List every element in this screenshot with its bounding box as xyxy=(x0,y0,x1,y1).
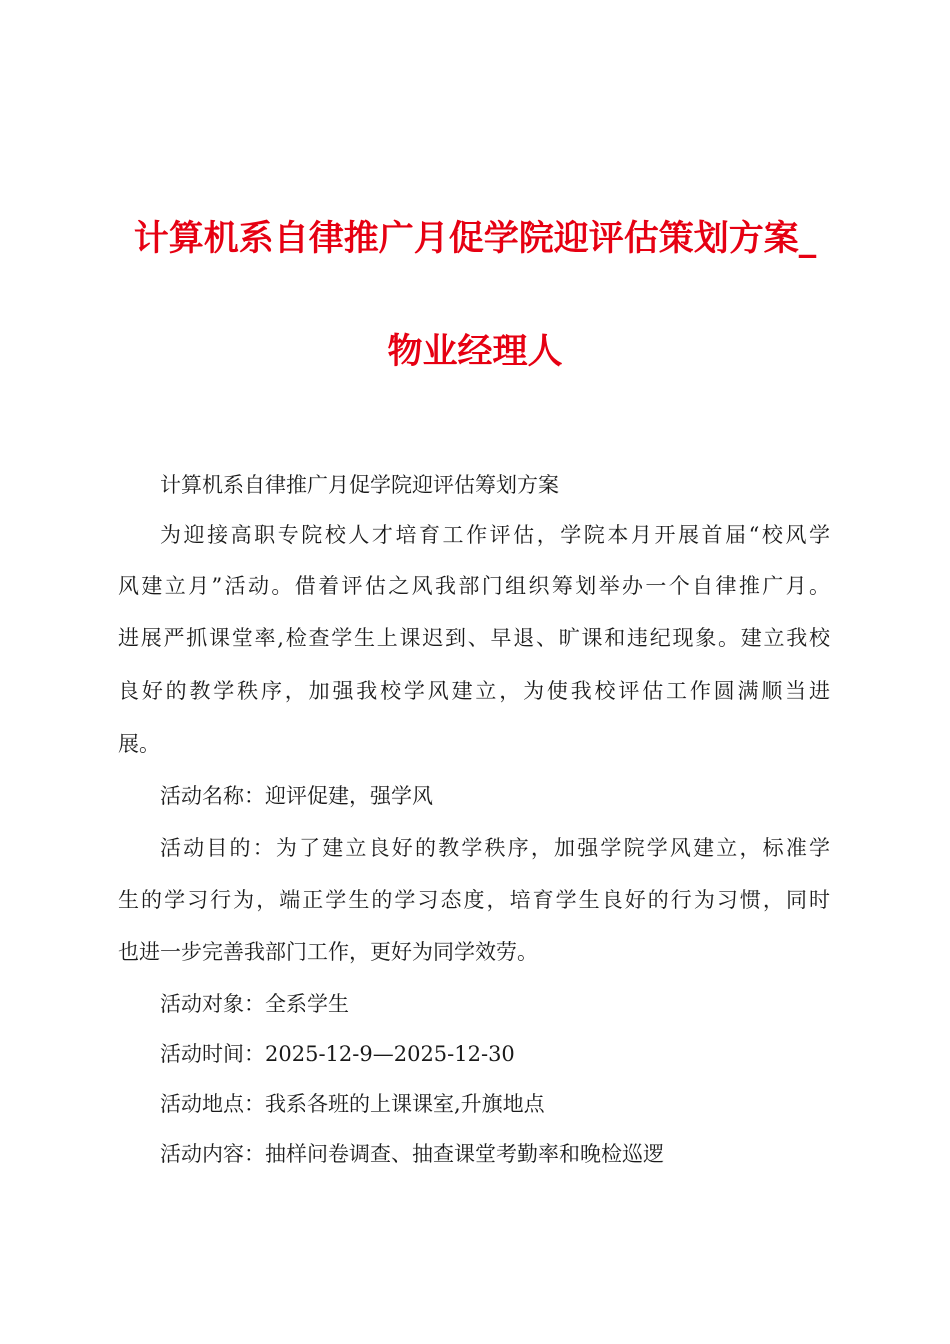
purpose-line-2: 生的学习行为，端正学生的学习态度，培育学生良好的行为习惯，同时 xyxy=(118,888,830,912)
activity-place: 活动地点：我系各班的上课课室,升旗地点 xyxy=(160,1092,545,1116)
purpose-line-3: 也进一步完善我部门工作，更好为同学效劳。 xyxy=(118,940,538,964)
document-title-line-1: 计算机系自律推广月促学院迎评估策划方案_ xyxy=(133,219,817,259)
purpose-paragraph xyxy=(118,822,830,978)
intro-line-1: 为迎接高职专院校人才培育工作评估，学院本月开展首届“校风学 xyxy=(160,523,830,547)
intro-paragraph xyxy=(118,510,830,770)
activity-time: 活动时间：2025-12-9—2025-12-30 xyxy=(160,1042,515,1066)
intro-line-2: 风建立月”活动。借着评估之风我部门组织筹划举办一个自律推广月。 xyxy=(118,574,830,598)
document-body xyxy=(118,460,830,1178)
intro-line-5: 展。 xyxy=(118,732,160,756)
intro-line-3: 进展严抓课堂率,检查学生上课迟到、早退、旷课和违纪现象。建立我校 xyxy=(118,626,830,650)
purpose-line-1: 活动目的：为了建立良好的教学秩序，加强学院学风建立，标准学 xyxy=(160,836,830,860)
activity-target: 活动对象：全系学生 xyxy=(160,992,349,1016)
activity-content: 活动内容：抽样问卷调查、抽查课堂考勤率和晚检巡逻 xyxy=(160,1142,664,1166)
activity-name: 活动名称：迎评促建，强学风 xyxy=(160,784,433,808)
document-subtitle: 计算机系自律推广月促学院迎评估筹划方案 xyxy=(160,473,559,497)
intro-line-4: 良好的教学秩序，加强我校学风建立，为使我校评估工作圆满顺当进 xyxy=(118,679,830,703)
document-title-line-2: 物业经理人 xyxy=(387,332,563,372)
